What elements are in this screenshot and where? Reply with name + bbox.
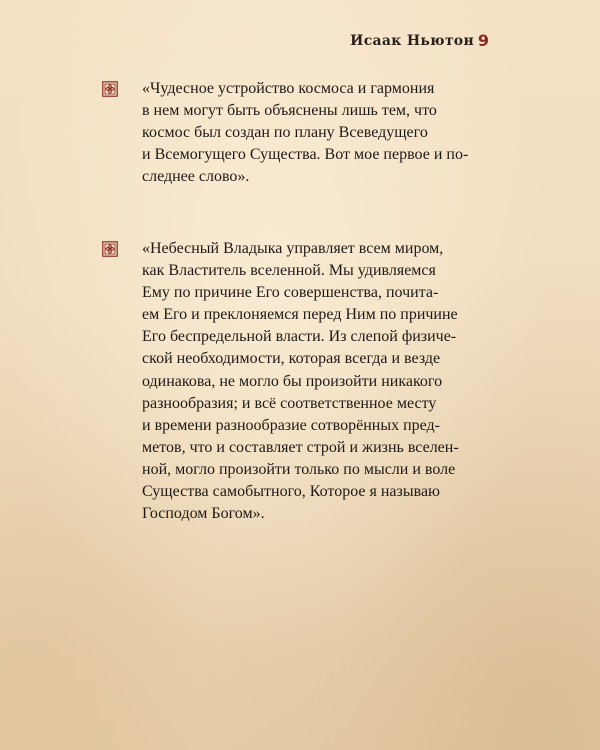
quote-line: как Властитель вселенной. Мы удивляемся	[142, 262, 436, 280]
quote-line: следнее слово».	[142, 168, 250, 186]
quote-line: в нем могут быть объяснены лишь тем, что	[142, 102, 437, 120]
quote-line: Его беспредельной власти. Из слепой физиче-	[142, 328, 457, 346]
quote-block-2	[102, 238, 502, 525]
quote-line: и Всемогущего Существа. Вот мое первое и по-	[142, 146, 469, 164]
quote-line: Существа самобытного, Которое я называю	[142, 483, 440, 501]
quote-line: Господом Богом».	[142, 505, 265, 523]
quote-line: Ему по причине Его совершенства, почита-	[142, 284, 439, 302]
quote-line: метов, что и составляет строй и жизнь вселен-	[142, 438, 459, 456]
quote-block-1	[102, 78, 502, 188]
quote-line: и времени разнообразие сотворённых пред-	[142, 416, 441, 434]
quote-line: разнообразия; и всё соответственное месту	[142, 394, 437, 412]
quote-line: «Чудесное устройство космоса и гармония	[142, 80, 435, 97]
quote-line: ем Его и преклоняемся перед Ним по причине	[142, 306, 458, 324]
running-header	[0, 31, 600, 55]
ornament-icon	[102, 241, 118, 257]
running-head-author: Исаак Ньютон	[350, 33, 474, 49]
page-number: 9	[477, 31, 489, 50]
quote-line: космос был создан по плану Всеведущего	[142, 124, 428, 142]
ornament-icon	[102, 81, 118, 97]
quote-text	[142, 78, 502, 188]
quote-line: «Небесный Владыка управляет всем миром,	[142, 240, 444, 257]
quote-text	[142, 238, 502, 525]
quote-line: ной, могло произойти только по мысли и воле	[142, 460, 456, 478]
quote-line: одинакова, не могло бы произойти никакого	[142, 372, 443, 390]
quote-line: ской необходимости, которая всегда и везде	[142, 350, 441, 368]
